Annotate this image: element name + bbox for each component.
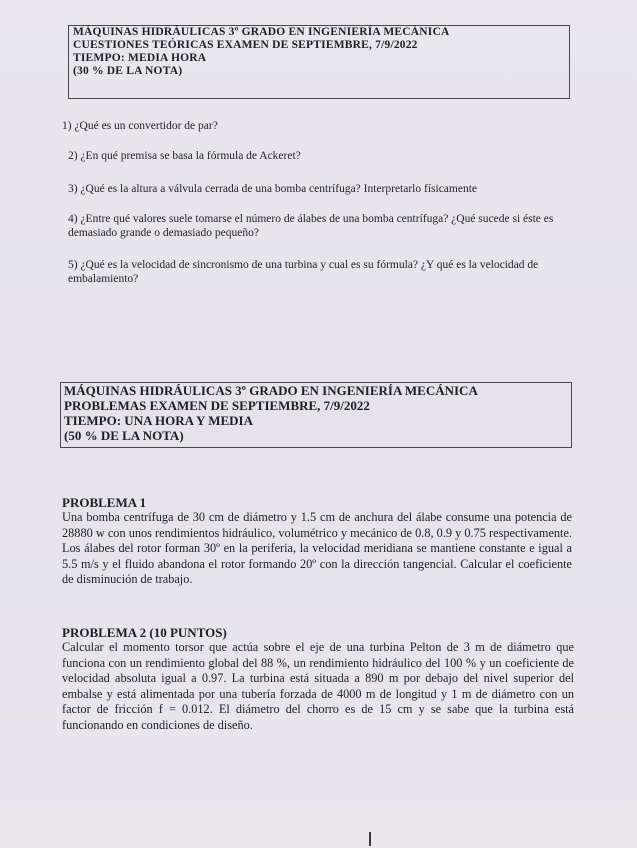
- theory-header-line2: CUESTIONES TEÓRICAS EXAMEN DE SEPTIEMBRE, 7/9/2022: [73, 39, 418, 51]
- question-1: 1) ¿Qué es un convertidor de par?: [62, 120, 218, 132]
- problem-2-title: PROBLEMA 2 (10 PUNTOS): [62, 625, 227, 640]
- question-2: 2) ¿En qué premisa se basa la fórmula de Ackeret?: [68, 150, 301, 162]
- pen-mark: [369, 832, 371, 846]
- problem-1-text: Una bomba centrífuga de 30 cm de diámetro y 1.5 cm de anchura del álabe consume una potencia de 28880 w con unos rendimientos hidráulico, volumétrico y mecánico de 0.8, 0.9 y 0.75 respectivamente. Los álabes del rotor forman 30º en la periferia, la velocidad meridiana se mantiene constante e igual a 5.5 m/s y el fluido abandona el rotor formando 20º con la dirección tangencial. Calcular el coeficiente de disminución de trabajo.: [62, 510, 572, 586]
- problems-header-line3: TIEMPO: UNA HORA Y MEDIA: [64, 413, 253, 428]
- question-5: 5) ¿Qué es la velocidad de sincronismo de una turbina y cual es su fórmula? ¿Y qué es la velocidad de embalamiento?: [68, 259, 539, 285]
- problems-header-box: [60, 382, 572, 448]
- question-3: 3) ¿Qué es la altura a válvula cerrada de una bomba centrífuga? Interpretarlo físicamente: [68, 183, 477, 195]
- theory-header-line4: (30 % DE LA NOTA): [73, 65, 183, 77]
- problems-header-line1: MÁQUINAS HIDRÁULICAS 3º GRADO EN INGENIERÍA MECÁNICA: [64, 383, 478, 398]
- theory-header-line1: MÁQUINAS HIDRÁULICAS 3º GRADO EN INGENIERÍA MECÁNICA: [73, 26, 450, 38]
- theory-header-line3: TIEMPO: MEDIA HORA: [73, 52, 207, 64]
- theory-header-box: [68, 25, 570, 99]
- question-4: 4) ¿Entre qué valores suele tomarse el número de álabes de una bomba centrífuga? ¿Qué sucede si éste es demasiado grande o demasiado pequeño?: [68, 213, 554, 239]
- problem-2-text: Calcular el momento torsor que actúa sobre el eje de una turbina Pelton de 3 m de diámetro que funciona con un rendimiento global del 88 %, un rendimiento hidráulico del 100 % y un coeficiente de velocidad absoluta igual a 0.97. La turbina está situada a 890 m por debajo del nivel superior del embalse y está alimentada por una tubería forzada de 4000 m de longitud y 1 m de diámetro con un factor de fricción f = 0.012. El diámetro del chorro es de 15 cm y se sabe que la turbina está funcionando en condiciones de diseño.: [62, 640, 574, 732]
- problems-header-line4: (50 % DE LA NOTA): [64, 428, 184, 443]
- problem-1-title: PROBLEMA 1: [62, 495, 147, 510]
- problems-header-line2: PROBLEMAS EXAMEN DE SEPTIEMBRE, 7/9/2022: [64, 398, 370, 413]
